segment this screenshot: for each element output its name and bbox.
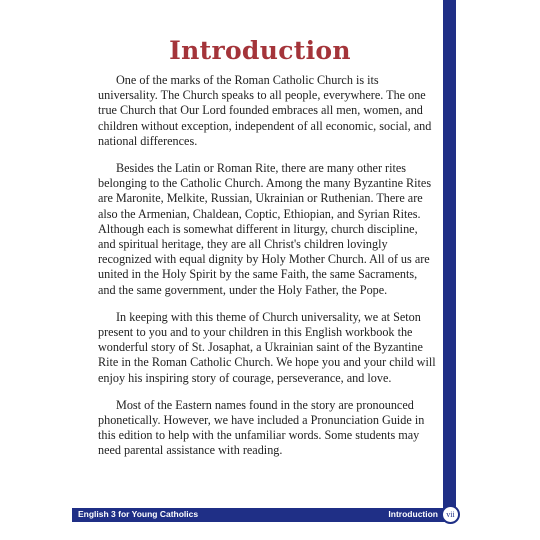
footer-section: Introduction (388, 509, 438, 519)
paragraph-3: In keeping with this theme of Church universality, we at Seton present to you and to your children in this English workbook the wonderful story of St. Josaphat, a Ukrainian saint of the Byzantine Rite in the Roman Catholic Church. We hope you and your child will enjoy his inspiring story of courage, perseverance, and love. (98, 309, 436, 385)
side-color-bar (443, 0, 456, 522)
page-title: Introduction (169, 36, 351, 65)
body-text (98, 73, 436, 471)
page-number-badge: vii (441, 505, 460, 524)
footer-bar (72, 508, 444, 522)
paragraph-4: Most of the Eastern names found in the story are pronounced phonetically. However, we have included a Pronunciation Guide in this edition to help with the unfamiliar words. Some students may need parental assistance with reading. (98, 397, 425, 458)
paragraph-1: One of the marks of the Roman Catholic Church is its universality. The Church speaks to all people, everywhere. The one true Church that Our Lord founded embraces all men, women, and children without exception, independent of all economic, social, and national differences. (98, 73, 432, 148)
footer-book-title: English 3 for Young Catholics (78, 509, 199, 519)
paragraph-2: Besides the Latin or Roman Rite, there are many other rites belonging to the Catholic Church. Among the many Byzantine Rites are Maronite, Melkite, Russian, Ukrainian or Ruthenian. There are also the Armenian, Chaldean, Coptic, Ethiopian, and Syrian Rites. Although each is somewhat different in liturgy, church discipline, and spiritual heritage, they are all Christ's children lovingly recognized with equal dignity by Holy Mother Church. All of us are united in the Holy Spirit by the same Faith, the same Sacraments, and the same government, under the Holy Father, the Pope. (98, 161, 432, 297)
